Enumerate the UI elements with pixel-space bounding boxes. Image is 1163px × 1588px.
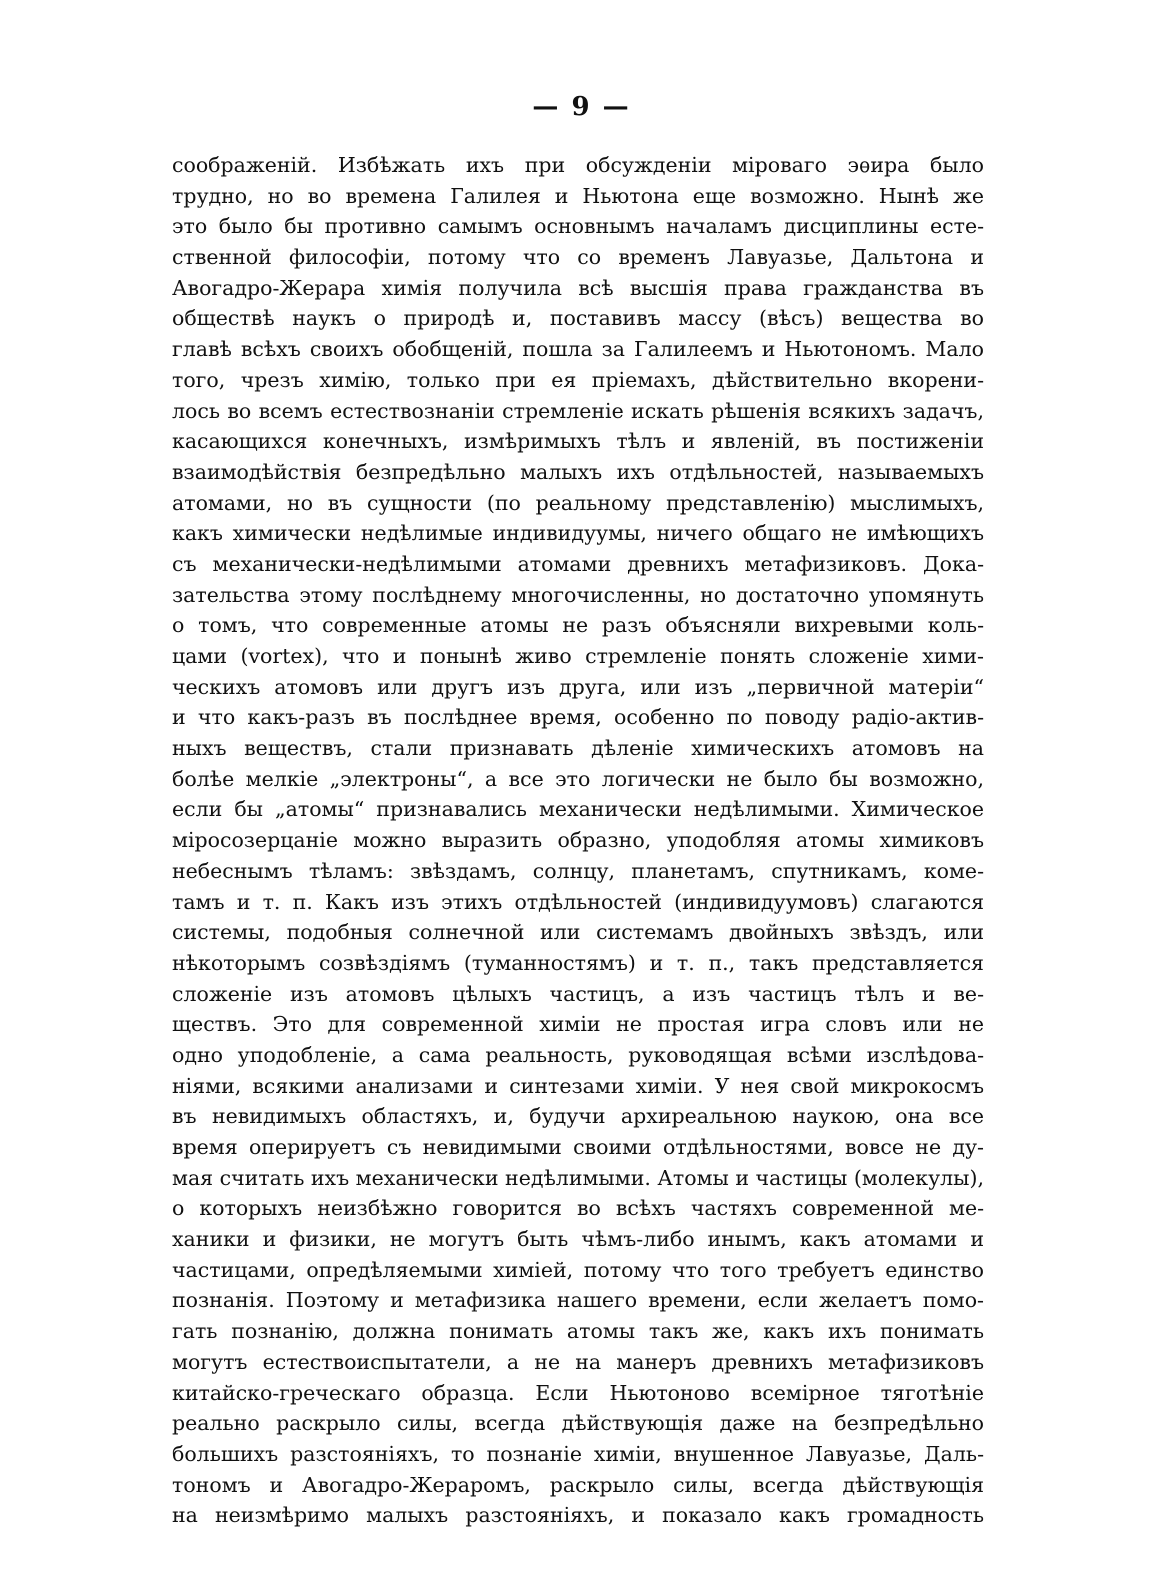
text-line: ханики и физики, не могутъ быть чѣмъ-либо инымъ, какъ атомами и <box>172 1227 984 1252</box>
text-line: китайско-греческаго образца. Если Ньютоново всемірное тяготѣніе <box>172 1380 984 1405</box>
text-line: міросозерцаніе можно выразить образно, уподобляя атомы химиковъ <box>172 828 984 853</box>
text-line: тамъ и т. п. Какъ изъ этихъ отдѣльностей (индивидуумовъ) слагаются <box>172 889 984 914</box>
text-line: обществѣ наукъ о природѣ и, поставивъ массу (вѣсъ) вещества во <box>172 306 984 331</box>
text-line: зательства этому послѣднему многочисленны, но достаточно упомянуть <box>172 582 984 607</box>
text-line: познанія. Поэтому и метафизика нашего времени, если желаетъ помо- <box>172 1288 984 1313</box>
text-line: ществъ. Это для современной химіи не простая игра словъ или не <box>172 1012 984 1037</box>
text-line: на неизмѣримо малыхъ разстояніяхъ, и показало какъ громадность <box>172 1503 984 1528</box>
text-line: какъ химически недѣлимые индивидуумы, ничего общаго не имѣющихъ <box>172 521 984 546</box>
text-line: о которыхъ неизбѣжно говорится во всѣхъ частяхъ современной ме- <box>172 1196 984 1221</box>
text-line: соображеній. Избѣжать ихъ при обсужденіи міроваго эѳира было <box>172 153 984 177</box>
text-line: реально раскрыло силы, всегда дѣйствующія даже на безпредѣльно <box>172 1411 984 1436</box>
text-line: въ невидимыхъ областяхъ, и, будучи архиреальною наукою, она все <box>172 1104 984 1129</box>
text-line: могутъ естествоиспытатели, а не на манеръ древнихъ метафизиковъ <box>172 1349 984 1374</box>
text-line: одно уподобленіе, а сама реальность, руководящая всѣми изслѣдова- <box>172 1042 984 1067</box>
text-line: это было бы противно самымъ основнымъ началамъ дисциплины есте- <box>172 214 984 239</box>
text-line: гать познанію, должна понимать атомы такъ же, какъ ихъ понимать <box>172 1319 984 1344</box>
text-line: атомами, но въ сущности (по реальному представленію) мыслимыхъ, <box>172 490 984 515</box>
text-line: Авогадро-Жерара химія получила всѣ высшія права гражданства въ <box>172 275 984 300</box>
text-line: ніями, всякими анализами и синтезами химіи. У нея свой микрокосмъ <box>172 1073 984 1098</box>
text-line: ческихъ атомовъ или другъ изъ друга, или изъ „первичной матеріи“ <box>172 674 984 699</box>
text-line: главѣ всѣхъ своихъ обобщеній, пошла за Галилеемъ и Ньютономъ. Мало <box>172 337 984 362</box>
text-line: если бы „атомы“ признавались механически недѣлимыми. Химическое <box>172 797 984 822</box>
text-line: болѣе мелкіе „электроны“, а все это логически не было бы возможно, <box>172 766 984 791</box>
text-line: сложеніе изъ атомовъ цѣлыхъ частицъ, а изъ частицъ тѣлъ и ве- <box>172 981 984 1006</box>
text-line: время оперируетъ съ невидимыми своими отдѣльностями, вовсе не ду- <box>172 1135 984 1159</box>
body-text <box>172 150 984 1531</box>
text-line: мая считать ихъ механически недѣлимыми. Атомы и частицы (молекулы), <box>172 1165 984 1190</box>
text-line: тономъ и Авогадро-Жераромъ, раскрыло силы, всегда дѣйствующія <box>172 1472 984 1497</box>
text-line: съ механически-недѣлимыми атомами древнихъ метафизиковъ. Дока- <box>172 551 984 576</box>
text-line: лось во всемъ естествознаніи стремленіе искать рѣшенія всякихъ задачъ, <box>172 398 984 423</box>
text-line: небеснымъ тѣламъ: звѣздамъ, солнцу, планетамъ, спутникамъ, коме- <box>172 858 984 883</box>
text-line: нѣкоторымъ созвѣздіямъ (туманностямъ) и т. п., такъ представляется <box>172 950 984 975</box>
page-number: — 9 — <box>532 92 631 122</box>
text-line: системы, подобныя солнечной или системамъ двойныхъ звѣздъ, или <box>172 920 984 945</box>
text-line: ственной философіи, потому что со временъ Лавуазье, Дальтона и <box>172 245 984 270</box>
text-line: взаимодѣйствія безпредѣльно малыхъ ихъ отдѣльностей, называемыхъ <box>172 459 984 484</box>
text-line: частицами, опредѣляемыми химіей, потому что того требуетъ единство <box>172 1257 984 1282</box>
text-line: о томъ, что современные атомы не разъ объясняли вихревыми коль- <box>172 613 984 638</box>
text-line: ныхъ веществъ, стали признавать дѣленіе химическихъ атомовъ на <box>172 736 984 761</box>
text-line: цами (vortex), что и понынѣ живо стремленіе понять сложеніе хими- <box>172 644 984 668</box>
text-line: касающихся конечныхъ, измѣримыхъ тѣлъ и явленій, въ постиженіи <box>172 429 984 454</box>
text-line: того, чрезъ химію, только при ея пріемахъ, дѣйствительно вкорени- <box>172 367 984 392</box>
text-line: и что какъ-разъ въ послѣднее время, особенно по поводу радіо-актив- <box>172 705 984 730</box>
text-line: трудно, но во времена Галилея и Ньютона еще возможно. Нынѣ же <box>172 183 984 208</box>
text-line: большихъ разстояніяхъ, то познаніе химіи, внушенное Лавуазье, Даль- <box>172 1441 984 1466</box>
